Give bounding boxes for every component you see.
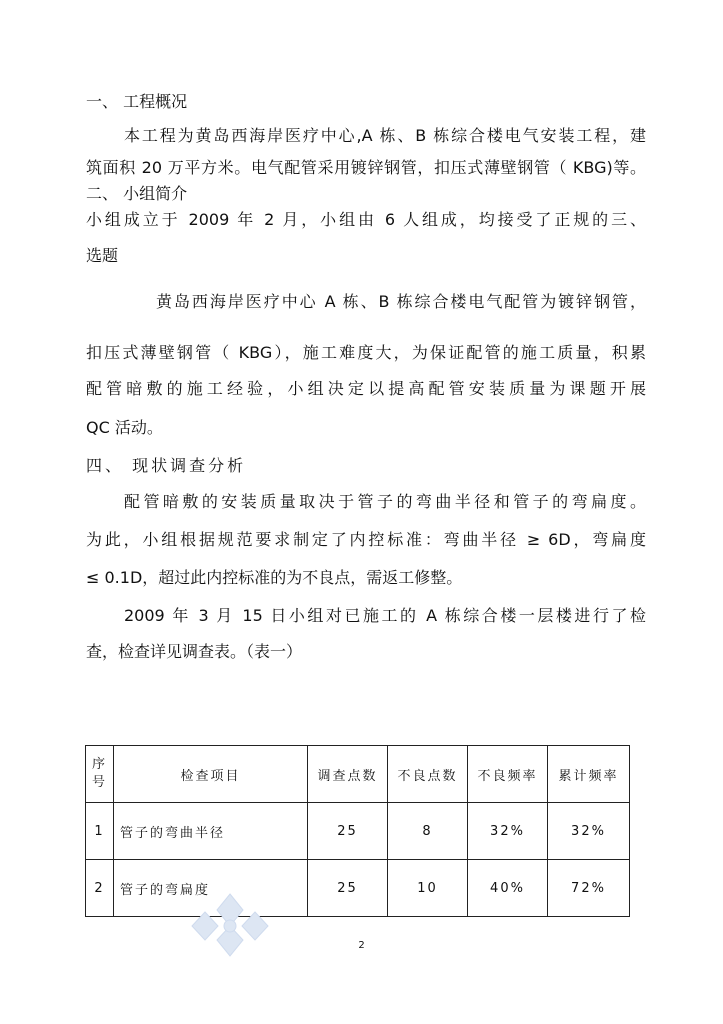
table-row	[86, 803, 630, 860]
header-points: 调查点数	[308, 746, 388, 803]
section-3-paragraph-line-2: 扣压式薄壁钢管（ KBG），施工难度大，为保证配管的施工质量，积累	[86, 343, 646, 362]
cell-cum-rate: 32%	[548, 803, 630, 860]
section-2-title: 二、 小组简介	[86, 184, 188, 203]
section-2-paragraph: 小组成立于 2009 年 2 月，小组由 6 人组成，均接受了正规的三、	[86, 210, 646, 229]
cell-bad-rate: 40%	[468, 860, 548, 917]
table-row	[86, 860, 630, 917]
section-1-paragraph-line-1: 本工程为黄岛西海岸医疗中心,A 栋、B 栋综合楼电气安装工程，建	[124, 126, 646, 145]
cell-item: 管子的弯扁度	[114, 860, 308, 917]
header-item: 检查项目	[114, 746, 308, 803]
section-4-paragraph-1-line-1: 配管暗敷的安装质量取决于管子的弯曲半径和管子的弯扁度。	[124, 492, 646, 511]
section-4-paragraph-2-line-2: 查，检查详见调查表。（表一）	[86, 642, 303, 661]
section-3-paragraph-line-4: QC 活动。	[86, 418, 163, 437]
cell-points: 25	[308, 803, 388, 860]
cell-seq: 1	[86, 803, 114, 860]
header-seq-line-1: 序	[91, 757, 107, 772]
section-4-paragraph-1-line-2: 为此，小组根据规范要求制定了内控标准：弯曲半径 ≥ 6D，弯扁度	[86, 530, 646, 549]
cell-bad-points: 8	[388, 803, 468, 860]
header-bad-points: 不良点数	[388, 746, 468, 803]
header-seq	[86, 746, 114, 803]
section-4-paragraph-2-line-1: 2009 年 3 月 15 日小组对已施工的 A 栋综合楼一层楼进行了检	[124, 606, 646, 625]
section-1-title: 一、 工程概况	[86, 92, 188, 111]
section-3-title: 选题	[86, 246, 119, 265]
page-number: 2	[358, 940, 365, 951]
header-bad-rate: 不良频率	[468, 746, 548, 803]
section-1-paragraph-line-2: 筑面积 20 万平方米。电气配管采用镀锌钢管，扣压式薄壁钢管（ KBG)等。	[86, 158, 646, 177]
survey-table	[85, 745, 630, 917]
cell-item: 管子的弯曲半径	[114, 803, 308, 860]
cell-points: 25	[308, 860, 388, 917]
section-4-title: 四、 现状调查分析	[86, 456, 247, 475]
cell-cum-rate: 72%	[548, 860, 630, 917]
header-seq-line-2: 号	[91, 775, 107, 790]
table-header-row	[86, 746, 630, 803]
cell-seq: 2	[86, 860, 114, 917]
section-4-paragraph-1-line-3: ≤ 0.1D，超过此内控标准的为不良点，需返工修整。	[86, 568, 463, 587]
cell-bad-rate: 32%	[468, 803, 548, 860]
section-3-paragraph-line-1: 黄岛西海岸医疗中心 A 栋、B 栋综合楼电气配管为镀锌钢管，	[156, 292, 646, 311]
cell-bad-points: 10	[388, 860, 468, 917]
header-cum-rate: 累计频率	[548, 746, 630, 803]
section-3-paragraph-line-3: 配管暗敷的施工经验，小组决定以提高配管安装质量为课题开展	[86, 379, 646, 398]
